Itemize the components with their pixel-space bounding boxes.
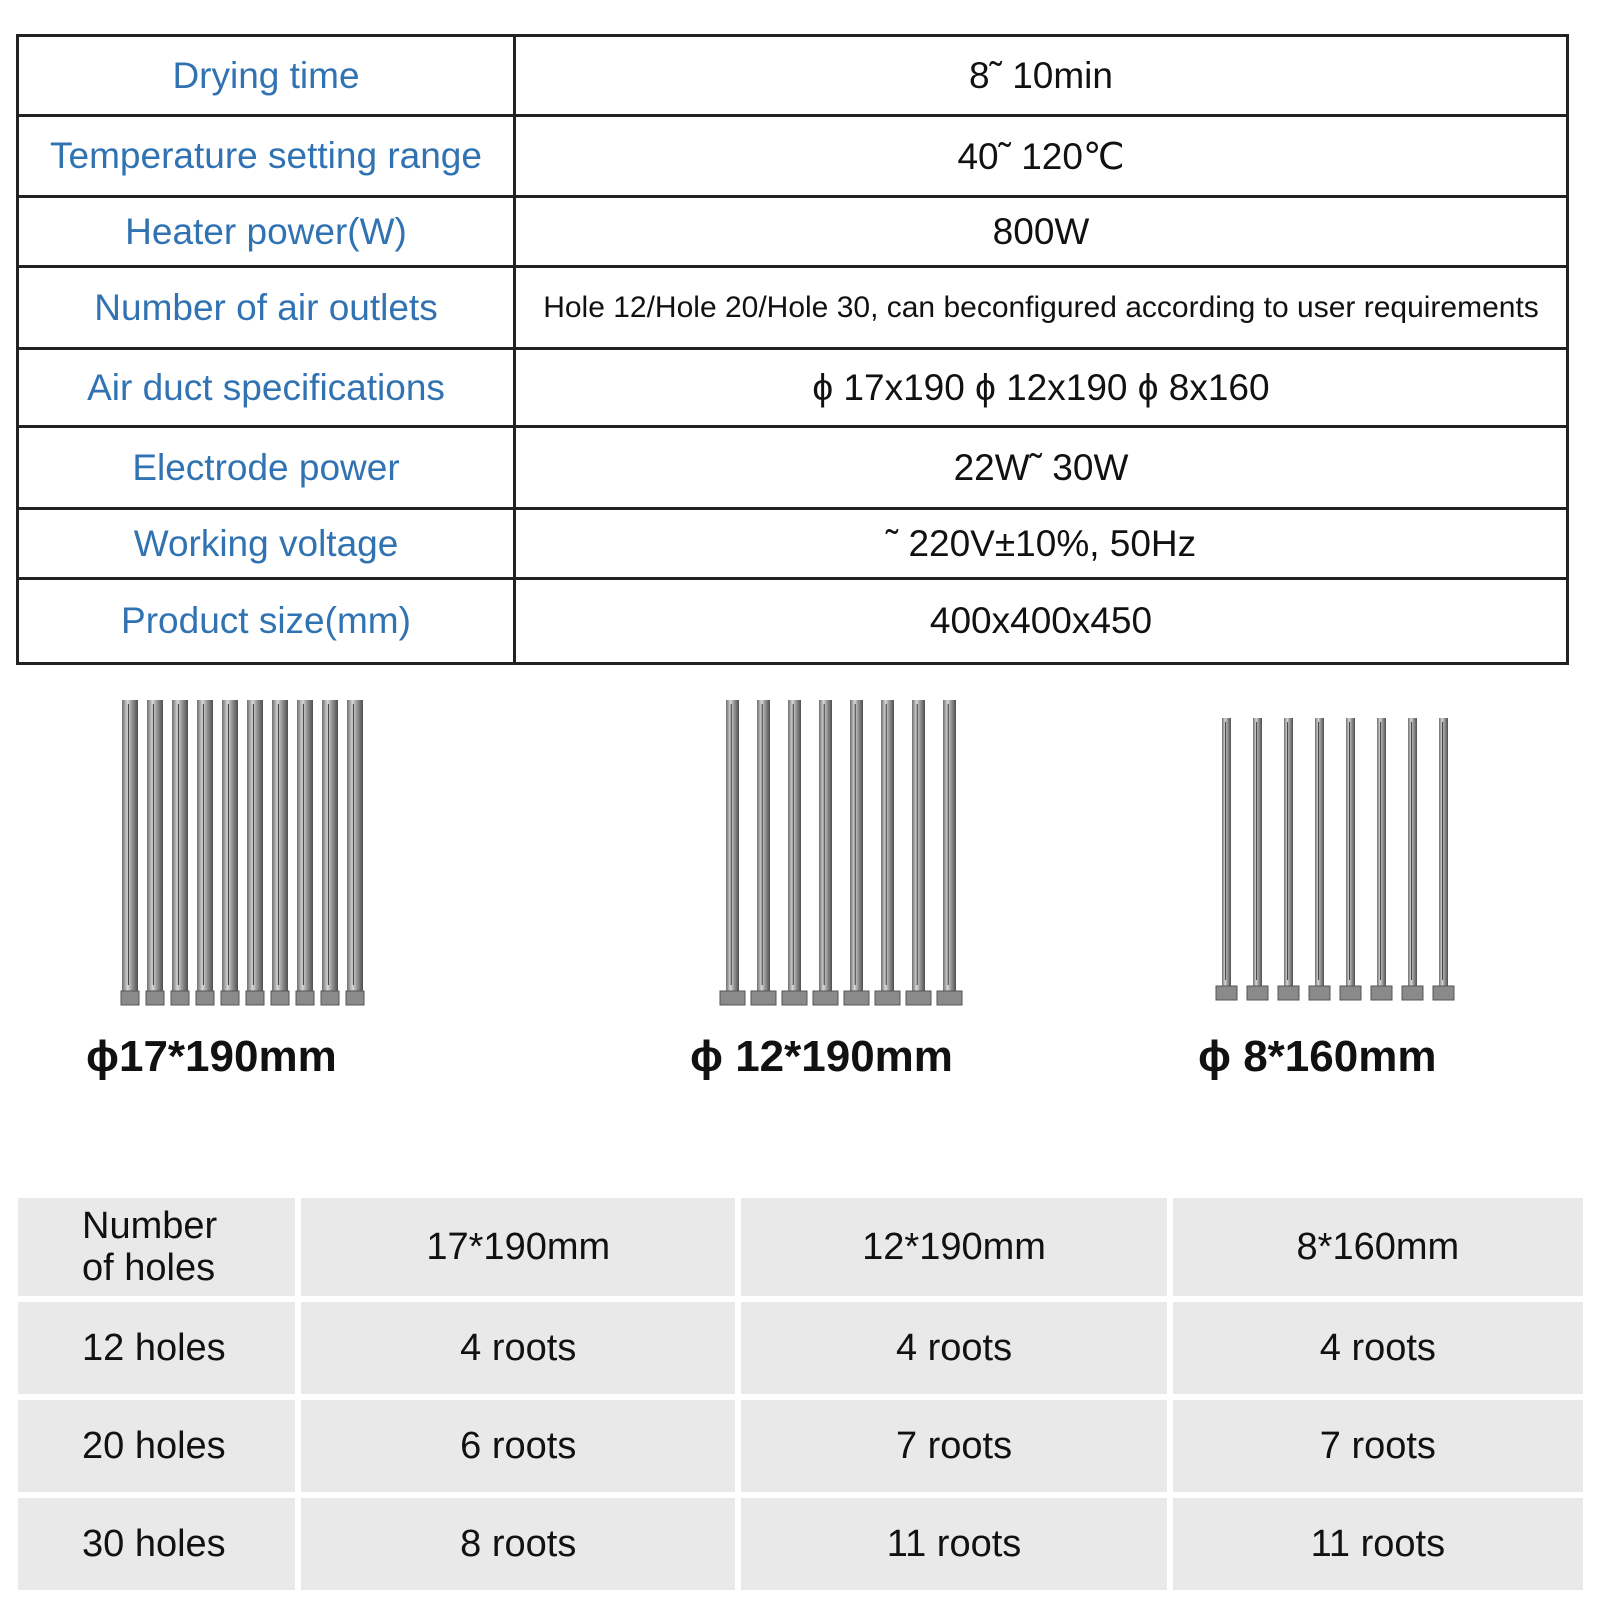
spec-value: 40˜ 120℃ (957, 135, 1125, 177)
spec-row-heater-power (19, 198, 1566, 268)
holes-header-row (18, 1198, 1583, 1296)
roots-cell: 6 roots (301, 1400, 735, 1492)
rod (1371, 718, 1392, 1000)
rod-caption: ϕ 12*190mm (690, 1032, 953, 1081)
rod (1247, 718, 1268, 1000)
spec-value: 400x400x450 (929, 600, 1153, 641)
rod (813, 700, 838, 1005)
spec-value: 22W˜ 30W (953, 446, 1129, 488)
spec-table (16, 34, 1569, 665)
spec-value-line: Hole 12/Hole 20/Hole 30, can be (543, 290, 977, 324)
spec-value: 800W (992, 210, 1090, 252)
table-row (18, 1400, 1583, 1492)
rod (1433, 718, 1454, 1000)
header-label-line: of holes (82, 1247, 216, 1289)
rod (906, 700, 931, 1005)
holes-count-cell: 30 holes (18, 1498, 295, 1590)
spec-row-working-voltage (19, 510, 1566, 580)
spec-row-air-outlets (19, 268, 1566, 350)
rod (937, 700, 962, 1005)
spec-value: ϕ 17x190 ϕ 12x190 ϕ 8x160 (812, 366, 1270, 408)
roots-cell: 11 roots (1173, 1498, 1583, 1590)
rod-bundle-graphic (712, 700, 972, 1030)
roots-cell: 4 roots (741, 1302, 1166, 1394)
rod (196, 700, 214, 1005)
spec-label: Working voltage (19, 510, 516, 577)
rod-bundle-graphic (1208, 700, 1478, 1030)
spec-value: 8˜ 10min (969, 54, 1113, 96)
holes-header-label (18, 1198, 295, 1296)
roots-cell: 4 roots (1173, 1302, 1583, 1394)
rod-caption: ϕ 8*160mm (1198, 1032, 1437, 1081)
rod (346, 700, 364, 1005)
rod (751, 700, 776, 1005)
table-row (18, 1498, 1583, 1590)
rod (1309, 718, 1330, 1000)
roots-cell: 4 roots (301, 1302, 735, 1394)
spec-value-line: configured according to user requirements (976, 290, 1539, 324)
spec-label: Heater power(W) (19, 198, 516, 265)
header-label-line: Number (82, 1205, 218, 1247)
rod (720, 700, 745, 1005)
roots-cell: 7 roots (741, 1400, 1166, 1492)
spec-label: Drying time (19, 37, 516, 114)
holes-count-cell: 12 holes (18, 1302, 295, 1394)
holes-table (18, 1198, 1583, 1596)
roots-cell: 8 roots (301, 1498, 735, 1590)
rod (321, 700, 339, 1005)
rod (246, 700, 264, 1005)
spec-label: Temperature setting range (19, 117, 516, 195)
roots-cell: 11 roots (741, 1498, 1166, 1590)
rod (875, 700, 900, 1005)
rod (221, 700, 239, 1005)
spec-value (516, 268, 1566, 347)
rod-image-12x190 (712, 700, 972, 1030)
rod (1402, 718, 1423, 1000)
rod (146, 700, 164, 1005)
spec-row-temperature (19, 117, 1566, 198)
spec-row-drying-time (19, 37, 1566, 117)
spec-label: Product size(mm) (19, 580, 516, 662)
rod (1340, 718, 1361, 1000)
holes-header-col: 8*160mm (1173, 1198, 1583, 1296)
rod (782, 700, 807, 1005)
rod-image-17x190 (118, 700, 378, 1030)
holes-header-col: 17*190mm (301, 1198, 735, 1296)
spec-row-air-duct (19, 350, 1566, 428)
rod (1216, 718, 1237, 1000)
spec-label: Air duct specifications (19, 350, 516, 425)
rod (296, 700, 314, 1005)
rod-image-8x160 (1208, 700, 1478, 1030)
rod (171, 700, 189, 1005)
spec-row-electrode-power (19, 428, 1566, 510)
rod-caption: ϕ17*190mm (86, 1032, 337, 1081)
rod (844, 700, 869, 1005)
spec-value: ˜ 220V±10%, 50Hz (885, 522, 1197, 564)
holes-header-col: 12*190mm (741, 1198, 1166, 1296)
rod (121, 700, 139, 1005)
table-row (18, 1302, 1583, 1394)
rod (271, 700, 289, 1005)
roots-cell: 7 roots (1173, 1400, 1583, 1492)
rod-bundle-graphic (118, 700, 378, 1030)
spec-label: Electrode power (19, 428, 516, 507)
rod (1278, 718, 1299, 1000)
spec-label: Number of air outlets (19, 268, 516, 347)
spec-row-product-size (19, 580, 1566, 662)
holes-count-cell: 20 holes (18, 1400, 295, 1492)
